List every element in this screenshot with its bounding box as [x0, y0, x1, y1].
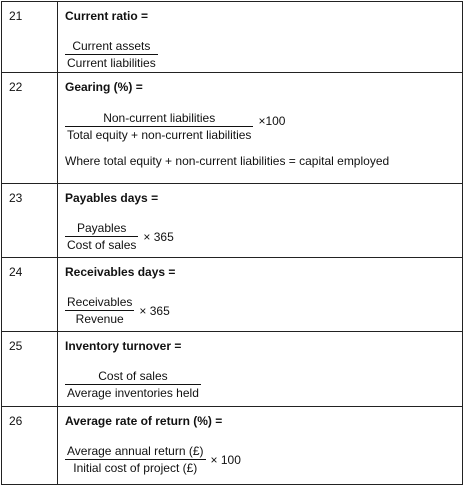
equals-sign: = — [151, 191, 159, 205]
denominator: Average inventories held — [67, 386, 199, 400]
table-row — [2, 184, 463, 258]
formula-title-text: Gearing (%) — [65, 80, 133, 94]
fraction — [65, 295, 134, 326]
denominator: Cost of sales — [67, 238, 137, 252]
formula-title — [65, 414, 456, 428]
formula-expression — [65, 444, 456, 475]
formula-cell — [58, 2, 463, 73]
numerator: Non-current liabilities — [65, 111, 253, 127]
table-row — [2, 73, 463, 184]
formula-note: Where total equity + non-current liabilities = capital employed — [65, 154, 390, 168]
table-row — [2, 332, 463, 407]
multiplier: × 365 — [143, 229, 174, 244]
fraction — [65, 111, 253, 142]
numerator: Current assets — [65, 39, 158, 55]
denominator: Current liabilities — [67, 56, 156, 70]
formula-title-text: Inventory turnover — [65, 339, 172, 353]
equals-sign: = — [141, 9, 149, 23]
equals-sign: = — [168, 265, 176, 279]
formula-title — [65, 9, 456, 23]
multiplier: × 100 — [210, 452, 241, 467]
fraction — [65, 221, 138, 252]
denominator: Revenue — [75, 312, 124, 326]
fraction — [65, 39, 158, 70]
formula-table — [1, 1, 463, 485]
formula-title-text: Average rate of return (%) — [65, 414, 212, 428]
equals-sign: = — [215, 414, 223, 428]
formula-expression — [65, 295, 456, 326]
table-row — [2, 2, 463, 73]
equals-sign: = — [174, 339, 182, 353]
table-row — [2, 258, 463, 332]
formula-cell — [58, 258, 463, 332]
denominator: Total equity + non-current liabilities — [67, 128, 252, 142]
equals-sign: = — [135, 80, 143, 94]
denominator: Initial cost of project (£) — [73, 461, 198, 475]
formula-title — [65, 265, 456, 279]
formula-cell — [58, 73, 463, 184]
formula-title-text: Receivables days — [65, 265, 166, 279]
formula-cell — [58, 184, 463, 258]
table-row — [2, 407, 463, 485]
formula-expression — [65, 39, 456, 70]
formula-expression — [65, 221, 456, 252]
multiplier: ×100 — [258, 113, 286, 128]
numerator: Receivables — [67, 295, 133, 309]
row-number: 23 — [2, 184, 58, 258]
numerator: Payables — [65, 221, 138, 237]
row-number: 26 — [2, 407, 58, 485]
formula-cell — [58, 332, 463, 407]
numerator: Cost of sales — [65, 369, 201, 385]
row-number: 24 — [2, 258, 58, 332]
formula-title — [65, 80, 456, 94]
formula-title — [65, 339, 456, 353]
numerator: Average annual return (£) — [67, 444, 204, 458]
row-number: 21 — [2, 2, 58, 73]
formula-expression — [65, 111, 456, 142]
formula-expression — [65, 369, 456, 400]
fraction — [65, 369, 201, 400]
formula-title-text: Payables days — [65, 191, 148, 205]
row-number: 25 — [2, 332, 58, 407]
formula-cell — [58, 407, 463, 485]
row-number: 22 — [2, 73, 58, 184]
formula-title — [65, 191, 456, 205]
multiplier: × 365 — [139, 303, 170, 318]
formula-title-text: Current ratio — [65, 9, 138, 23]
fraction — [65, 444, 206, 475]
